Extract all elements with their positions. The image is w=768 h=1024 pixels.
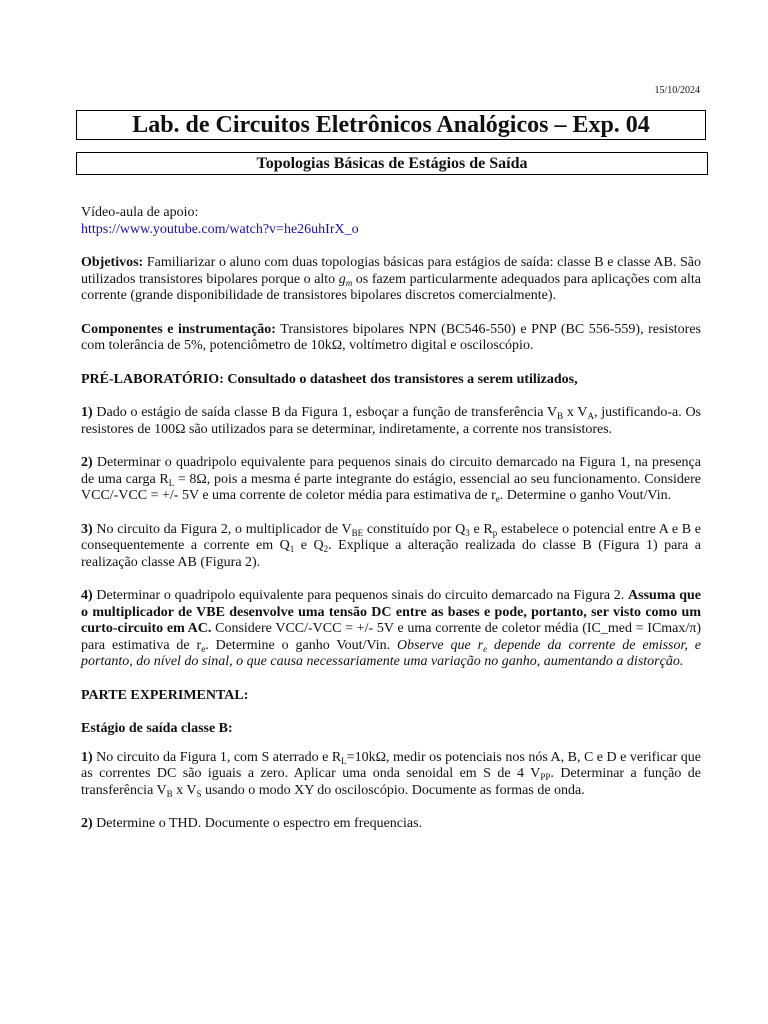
componentes-paragraph: Componentes e instrumentação: Transistores bipolares NPN (BC546-550) e PNP (BC 556-559), resistores com tolerância de 5%, potenciômetro de 10kΩ, voltímetro digital e osciloscópio. [81, 321, 701, 353]
parte-experimental-heading: PARTE EXPERIMENTAL: [81, 687, 249, 703]
objetivos-heading: Objetivos: [81, 255, 144, 270]
objetivos-paragraph: Objetivos: Familiarizar o aluno com duas topologias básicas para estágios de saída: classe B e classe AB. São utilizados transistores bipolares porque o alto $g_m$ os fazem particularmente adequados para aplicações com alta corrente (grande disponibilidade de transistores bipolares discretos comercialmente). [81, 255, 701, 303]
document-title: Lab. de Circuitos Eletrônicos Analógicos – Exp. 04 [76, 110, 706, 140]
video-label: Vídeo-aula de apoio: [81, 205, 199, 220]
pre-lab-heading: PRÉ-LABORATÓRIO: Consultado o datasheet dos transistores a serem utilizados, [81, 371, 578, 387]
question-1: 1) Dado o estágio de saída classe B da Figura 1, esboçar a função de transferência $V_B$ x $V_A$, justificando-a. Os resistores de 100Ω são utilizados para se determinar, indiretamente, a corrente nos transistores. [81, 405, 702, 437]
experiment-step-1: 1) No circuito da Figura 1, com S aterrado e $R_L=10k\Omega$, medir os potenciais nos nós A, B, C e D e verificar que as correntes DC são iguais a zero. Aplicar uma onda senoidal em S de 4 $V_{PP}$. Determinar a função de transferência $V_B$ x $V_S$ usando o modo XY do osciloscópio. Documente as formas de onda. [81, 749, 701, 799]
video-link[interactable]: https://www.youtube.com/watch?v=he26uhIrX_o [81, 221, 359, 237]
experiment-step-2: 2) Determine o THD. Documente o espectro em frequencias. [81, 816, 423, 831]
question-3: 3) No circuito da Figura 2, o multiplicador de $V_{BE}$ constituído por $Q_3$ e $R_p$ estabelece o potencial entre A e B e consequentemente a corrente em $Q_1$ e $Q_2$. Explique a alteração realizada do classe B (Figura 1) para a realização classe AB (Figura 2). [81, 521, 701, 570]
document-subtitle: Topologias Básicas de Estágios de Saída [76, 152, 708, 175]
question-2: 2) Determinar o quadripolo equivalente para pequenos sinais do circuito demarcado na Figura 1, na presença de uma carga $R_L = 8\Omega$, pois a mesma é parte integrante do estágio, essencial ao seu funcionamento. Considere VCC/-VCC = +/- 5V e uma corrente de coletor média para estimativa de $r_e$. Determine o ganho Vout/Vin. [81, 455, 701, 504]
estagio-classe-b-heading: Estágio de saída classe B: [81, 721, 233, 736]
componentes-heading: Componentes e instrumentação: [81, 321, 276, 337]
document-date: 15/10/2024 [654, 85, 700, 96]
question-4: 4) Determinar o quadripolo equivalente para pequenos sinais do circuito demarcado na Figura 2. Assuma que o multiplicador de VBE desenvolve uma tensão DC entre as bases e pode, portanto, ser visto como um curto-circuito em AC. Considere VCC/-VCC = +/- 5V e uma corrente de coletor média (IC_med = ICmax/π) para estimativa de $r_e$. Determine o ganho Vout/Vin. Observe que $r_e$ depende da corrente de emissor, e portanto, do nível do sinal, o que causa necessariamente uma variação no ganho, aumentando a distorção. [81, 588, 702, 669]
document-body [81, 205, 701, 833]
